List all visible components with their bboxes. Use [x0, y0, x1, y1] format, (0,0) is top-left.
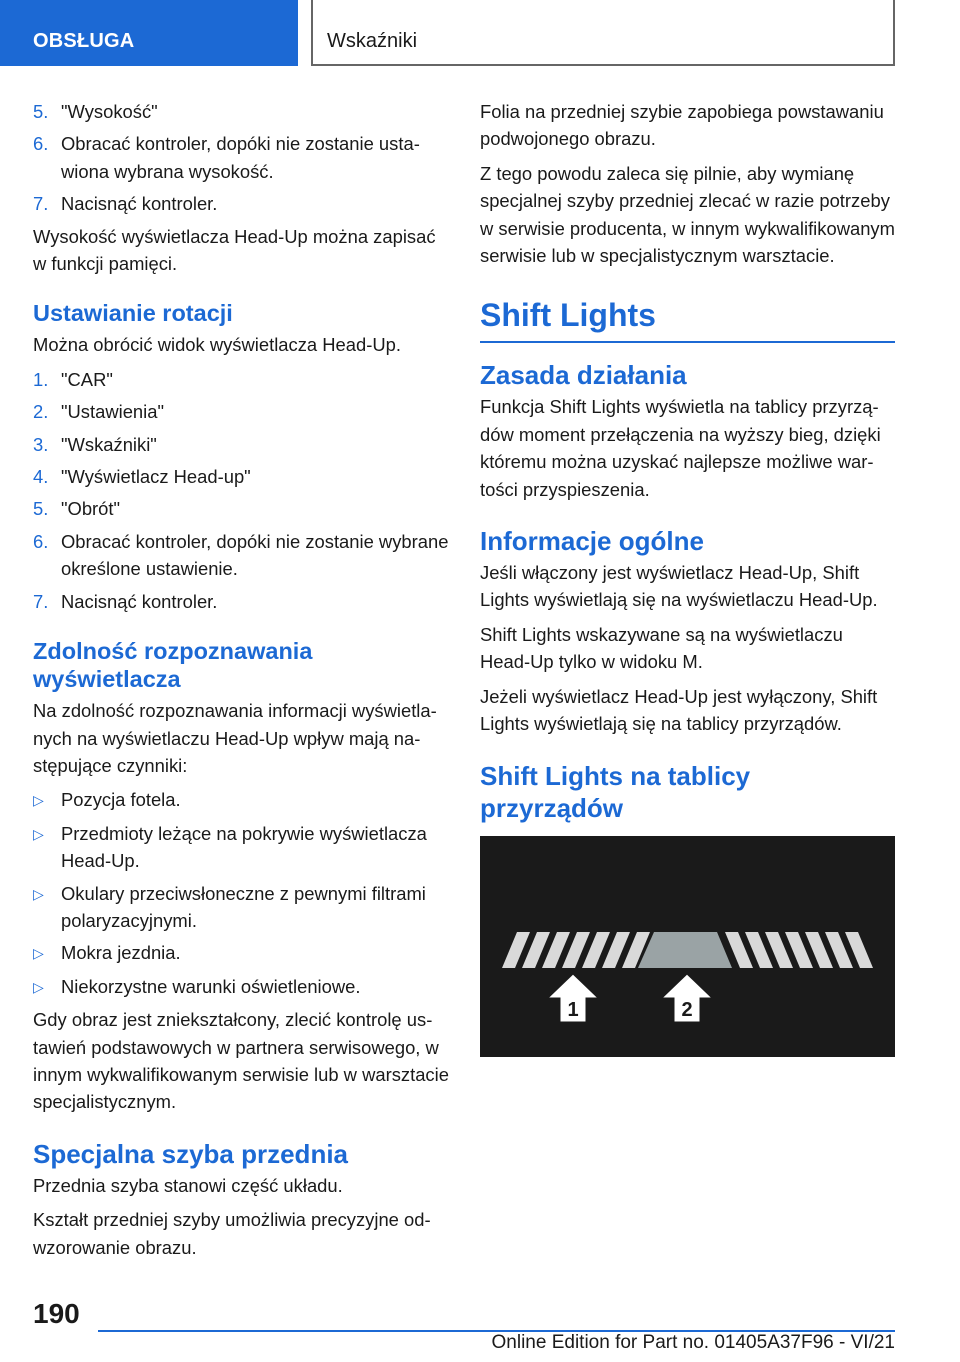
- paragraph-foil: Folia na przedniej szybie zapobiega powstawaniu podwojonego obrazu.: [480, 101, 884, 150]
- heading-windshield: Specjalna szyba przednia: [33, 1138, 349, 1169]
- list-item: [33, 786, 450, 814]
- list-item: [33, 130, 450, 185]
- bullet-text: Pozycja fotela.: [61, 789, 181, 811]
- shift-light-center: [638, 932, 732, 968]
- list-item: [33, 880, 450, 935]
- list-item: [33, 190, 450, 217]
- step-number: 7.: [33, 590, 49, 612]
- paragraph-windshield-2: Kształt przedniej szyby umożliwia precyzyjne odwzorowanie obrazu.: [33, 1209, 431, 1258]
- step-text: "CAR": [61, 368, 113, 390]
- list-item: [33, 98, 450, 125]
- paragraph-general-3: Jeżeli wyświetlacz Head-Up jest wyłączony, Shift Lights wyświetlają się na tablicy przyrządów.: [480, 685, 878, 735]
- list-item: [33, 463, 450, 490]
- chapter-title: Wskaźniki: [311, 0, 895, 66]
- heading-shift-lights: Shift Lights: [480, 295, 895, 343]
- list-item: [33, 431, 450, 458]
- step-number: 5.: [33, 498, 49, 520]
- list-item: [33, 939, 450, 967]
- steps-list-rotation: [33, 366, 450, 615]
- step-text: Obracać kontroler, dopóki nie zostanie wybrane określone ustawienie.: [61, 530, 449, 580]
- paragraph-replacement: Z tego powodu zaleca się pilnie, aby wymianę specjalnej szyby przedniej zlecać w razie potrzeby w serwisie producenta, w innym wykwalifikowanym serwisie lub w specjalistycznym warsztacie.: [480, 162, 895, 267]
- shift-lights-illustration: [480, 836, 895, 1057]
- bullet-text: Mokra jezdnia.: [61, 942, 181, 964]
- factors-list: [33, 786, 450, 1001]
- paragraph-memory: Wysokość wyświetlacza Head-Up można zapisać w funkcji pamięci.: [33, 225, 436, 275]
- triangle-bullet-icon: ▷: [33, 885, 44, 902]
- paragraph-windshield-1: Przednia szyba stanowi część układu.: [33, 1174, 343, 1196]
- paragraph-visibility: Na zdolność rozpoznawania informacji wyświetlanych na wyświetlaczu Head-Up wpływ mają następujące czynniki:: [33, 700, 437, 776]
- triangle-bullet-icon: ▷: [33, 945, 44, 962]
- heading-cluster: Shift Lights na tablicy przyrządów: [480, 760, 751, 823]
- page-header: [0, 0, 960, 66]
- step-number: 1.: [33, 368, 49, 390]
- list-item: [33, 366, 450, 393]
- bullet-text: Okulary przeciwsłoneczne z pewnymi filtrami polaryzacyjnymi.: [61, 882, 426, 931]
- list-item: [33, 973, 450, 1001]
- section-tab: OBSŁUGA: [0, 0, 298, 66]
- triangle-bullet-icon: ▷: [33, 978, 44, 995]
- heading-principle: Zasada działania: [480, 360, 687, 391]
- right-column: [480, 98, 895, 1057]
- list-item: [33, 820, 450, 875]
- triangle-bullet-icon: ▷: [33, 825, 44, 842]
- bullet-text: Niekorzystne warunki oświetleniowe.: [61, 975, 361, 997]
- step-text: "Ustawienia": [61, 401, 165, 423]
- step-number: 6.: [33, 530, 49, 552]
- step-text: "Wyświetlacz Head-up": [61, 466, 251, 488]
- shift-lights-figure: [480, 836, 895, 1057]
- step-text: "Wskaźniki": [61, 433, 157, 455]
- step-text: Nacisnąć kontroler.: [61, 193, 218, 215]
- step-number: 6.: [33, 133, 49, 155]
- step-number: 5.: [33, 101, 49, 122]
- bullet-text: Przedmioty leżące na pokrywie wyświetlacza Head-Up.: [61, 822, 427, 872]
- left-column: [33, 98, 450, 1268]
- steps-list-height: [33, 98, 450, 218]
- list-item: [33, 528, 450, 583]
- heading-visibility: Zdolność rozpoznawania wyświetlacza: [33, 638, 313, 693]
- list-item: [33, 398, 450, 425]
- paragraph-general-1: Jeśli włączony jest wyświetlacz Head-Up, Shift Lights wyświetlają się na wyświetlaczu Head-Up.: [480, 562, 878, 611]
- step-number: 2.: [33, 401, 49, 423]
- step-text: "Wysokość": [61, 101, 158, 122]
- step-text: Obracać kontroler, dopóki nie zostanie ustawiona wybrana wysokość.: [61, 133, 420, 182]
- step-number: 3.: [33, 433, 49, 455]
- paragraph-principle: Funkcja Shift Lights wyświetla na tablicy przyrządów moment przełączenia na wyższy bieg, dzięki któremu można uzyskać najlepsze możliwe wartości przyspieszenia.: [480, 396, 881, 500]
- step-text: "Obrót": [61, 498, 121, 520]
- page-number: 190: [33, 1298, 80, 1329]
- arrow-2-label: 2: [681, 998, 693, 1021]
- list-item: [33, 588, 450, 615]
- heading-rotation: Ustawianie rotacji: [33, 300, 233, 327]
- heading-general-info: Informacje ogólne: [480, 526, 704, 557]
- step-number: 7.: [33, 193, 49, 215]
- paragraph-general-2: Shift Lights wskazywane są na wyświetlaczu Head-Up tylko w widoku M.: [480, 623, 843, 673]
- edition-note: Online Edition for Part no. 01405A37F96 - VI/21: [491, 1332, 895, 1353]
- step-number: 4.: [33, 466, 49, 488]
- paragraph-rotation: Można obrócić widok wyświetlacza Head-Up.: [33, 334, 401, 356]
- step-text: Nacisnąć kontroler.: [61, 590, 218, 612]
- paragraph-distortion: Gdy obraz jest zniekształcony, zlecić kontrolę ustawień podstawowych w partnera serwisowego, w innym wykwalifikowanym serwisie lub w warsztacie specjalistycznym.: [33, 1009, 449, 1113]
- triangle-bullet-icon: ▷: [33, 792, 44, 809]
- arrow-1-label: 1: [567, 998, 579, 1021]
- list-item: [33, 495, 450, 522]
